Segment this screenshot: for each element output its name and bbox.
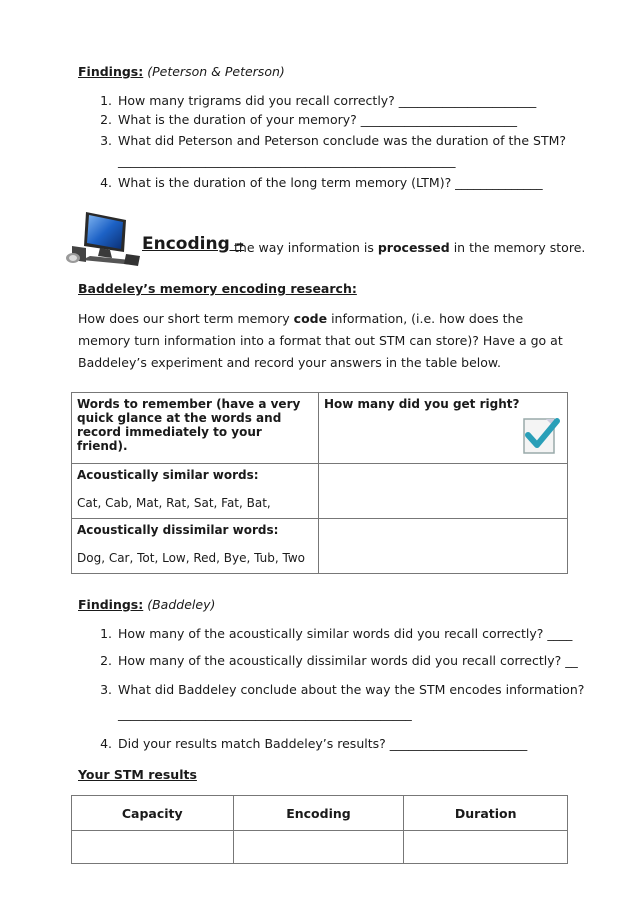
- question-item: 3. What did Baddeley conclude about the way the STM encodes information? _______________________________________________: [116, 678, 606, 726]
- column-encoding: Encoding: [233, 796, 404, 831]
- checkmark-clipboard-icon: [521, 415, 561, 457]
- dissimilar-answer-cell[interactable]: [319, 519, 568, 574]
- similar-words-cell: Acoustically similar words: Cat, Cab, Mat, Rat, Sat, Fat, Bat,: [72, 464, 319, 519]
- stm-results-heading: Your STM results: [78, 767, 197, 782]
- baddeley-table: [71, 392, 568, 574]
- findings-baddeley-heading: Findings: (Baddeley): [78, 597, 216, 612]
- research-heading: Baddeley’s memory encoding research:: [78, 281, 357, 296]
- question-item: 4. Did your results match Baddeley’s results? ______________________: [116, 734, 606, 753]
- similar-answer-cell[interactable]: [319, 464, 568, 519]
- duration-answer-cell[interactable]: [404, 831, 568, 864]
- question-item: 1. How many trigrams did you recall correctly? ______________________: [116, 93, 606, 108]
- table-header-right: How many did you get right?: [319, 393, 568, 464]
- research-paragraph: How does our short term memory code information, (i.e. how does the memory turn information into a format that out STM can store)? Have a go at Baddeley’s experiment and record your answers in the table below.: [78, 311, 563, 370]
- findings-source: (Peterson & Peterson): [147, 64, 285, 79]
- column-duration: Duration: [404, 796, 568, 831]
- question-item: 1. How many of the acoustically similar words did you recall correctly? ____: [116, 624, 606, 643]
- computer-monitor-icon: [64, 208, 144, 270]
- table-header-left: Words to remember (have a very quick glance at the words and record immediately to your friend).: [72, 393, 319, 464]
- findings-peterson-heading: [78, 64, 285, 79]
- question-item: 2. What is the duration of your memory? _________________________: [116, 112, 606, 127]
- capacity-answer-cell[interactable]: [72, 831, 234, 864]
- question-item: 4. What is the duration of the long term memory (LTM)? ______________: [116, 175, 606, 190]
- encoding-definition: the way information is processed in the memory store.: [234, 240, 586, 255]
- stm-results-table: [71, 795, 568, 864]
- dissimilar-words-cell: Acoustically dissimilar words: Dog, Car, Tot, Low, Red, Bye, Tub, Two: [72, 519, 319, 574]
- findings-label: Findings:: [78, 64, 144, 79]
- peterson-questions: [78, 93, 606, 190]
- encoding-answer-cell[interactable]: [233, 831, 404, 864]
- encoding-title: Encoding –: [142, 234, 245, 254]
- baddeley-questions: [78, 624, 606, 753]
- question-item: 2. How many of the acoustically dissimilar words did you recall correctly? __: [116, 651, 606, 670]
- column-capacity: Capacity: [72, 796, 234, 831]
- question-item: 3. What did Peterson and Peterson conclude was the duration of the STM? ______________________________________________________: [116, 131, 606, 171]
- encoding-section: [64, 208, 584, 270]
